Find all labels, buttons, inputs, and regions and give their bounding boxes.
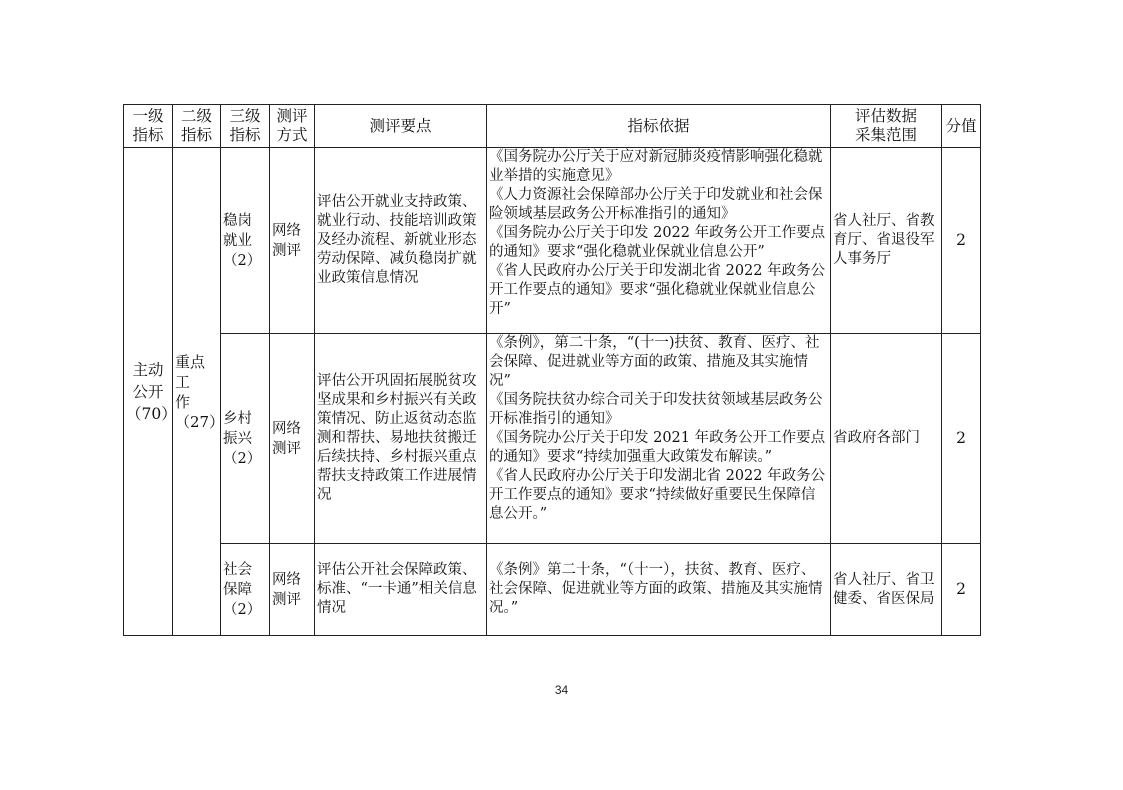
table-header-row <box>124 105 981 148</box>
header-basis: 指标依据 <box>487 105 831 148</box>
points-cell: 评估公开就业支持政策、就业行动、技能培训政策及经办流程、新就业形态劳动保障、减负稳岗扩就业政策信息情况 <box>315 148 487 334</box>
scope-cell: 省政府各部门 <box>831 334 942 544</box>
header-scope: 评估数据 采集范围 <box>831 105 942 148</box>
header-level3: 三级 指标 <box>221 105 270 148</box>
header-score: 分值 <box>942 105 981 148</box>
method-cell: 网络 测评 <box>270 544 315 636</box>
level2-cell: 重点工 作 （27） <box>173 148 221 636</box>
basis-cell: 《国务院办公厅关于应对新冠肺炎疫情影响强化稳就业举措的实施意见》 《人力资源社会保障部办公厅关于印发就业和社会保险领域基层政务公开标准指引的通知》 《国务院办公厅关于印发 2022 年政务公开工作要点的通知》要求“强化稳就业保就业信息公开” 《省人民政府办公厅关于印发湖北省 2022 年政务公开工作要点的通知》要求“强化稳就业保就业信息公开” <box>487 148 831 334</box>
basis-cell: 《条例》第二十条，“（十一），扶贫、教育、医疗、社会保障、促进就业等方面的政策、措施及其实施情况。” <box>487 544 831 636</box>
level3-cell: 稳岗 就业 （2） <box>221 148 270 334</box>
scope-cell: 省人社厅、省教育厅、省退役军人事务厅 <box>831 148 942 334</box>
basis-cell: 《条例》，第二十条，“(十一)扶贫、教育、医疗、社会保障、促进就业等方面的政策、措施及其实施情况” 《国务院扶贫办综合司关于印发扶贫领域基层政务公开标准指引的通知》 《国务院办公厅关于印发 2021 年政务公开工作要点的通知》要求“持续加强重大政策发布解读。” 《省人民政府办公厅关于印发湖北省 2022 年政务公开工作要点的通知》要求“持续做好重要民生保障信息公开。” <box>487 334 831 544</box>
header-level1: 一级 指标 <box>124 105 173 148</box>
header-points: 测评要点 <box>315 105 487 148</box>
level3-cell: 乡村 振兴 （2） <box>221 334 270 544</box>
method-cell: 网络 测评 <box>270 148 315 334</box>
score-cell: 2 <box>942 148 981 334</box>
header-level2: 二级 指标 <box>173 105 221 148</box>
score-cell: 2 <box>942 334 981 544</box>
score-cell: 2 <box>942 544 981 636</box>
evaluation-table <box>123 104 981 636</box>
points-cell: 评估公开巩固拓展脱贫攻坚成果和乡村振兴有关政策情况、防止返贫动态监测和帮扶、易地扶贫搬迁后续扶持、乡村振兴重点帮扶支持政策工作进展情况 <box>315 334 487 544</box>
points-cell: 评估公开社会保障政策、标准、“一卡通”相关信息情况 <box>315 544 487 636</box>
table-row <box>124 148 981 334</box>
table-row <box>124 334 981 544</box>
level3-cell: 社会 保障 （2） <box>221 544 270 636</box>
header-method: 测评 方式 <box>270 105 315 148</box>
scope-cell: 省人社厅、省卫健委、省医保局 <box>831 544 942 636</box>
table-row <box>124 544 981 636</box>
page-number: 34 <box>554 683 569 697</box>
method-cell: 网络 测评 <box>270 334 315 544</box>
level1-cell: 主动 公开 （70） <box>124 148 173 636</box>
